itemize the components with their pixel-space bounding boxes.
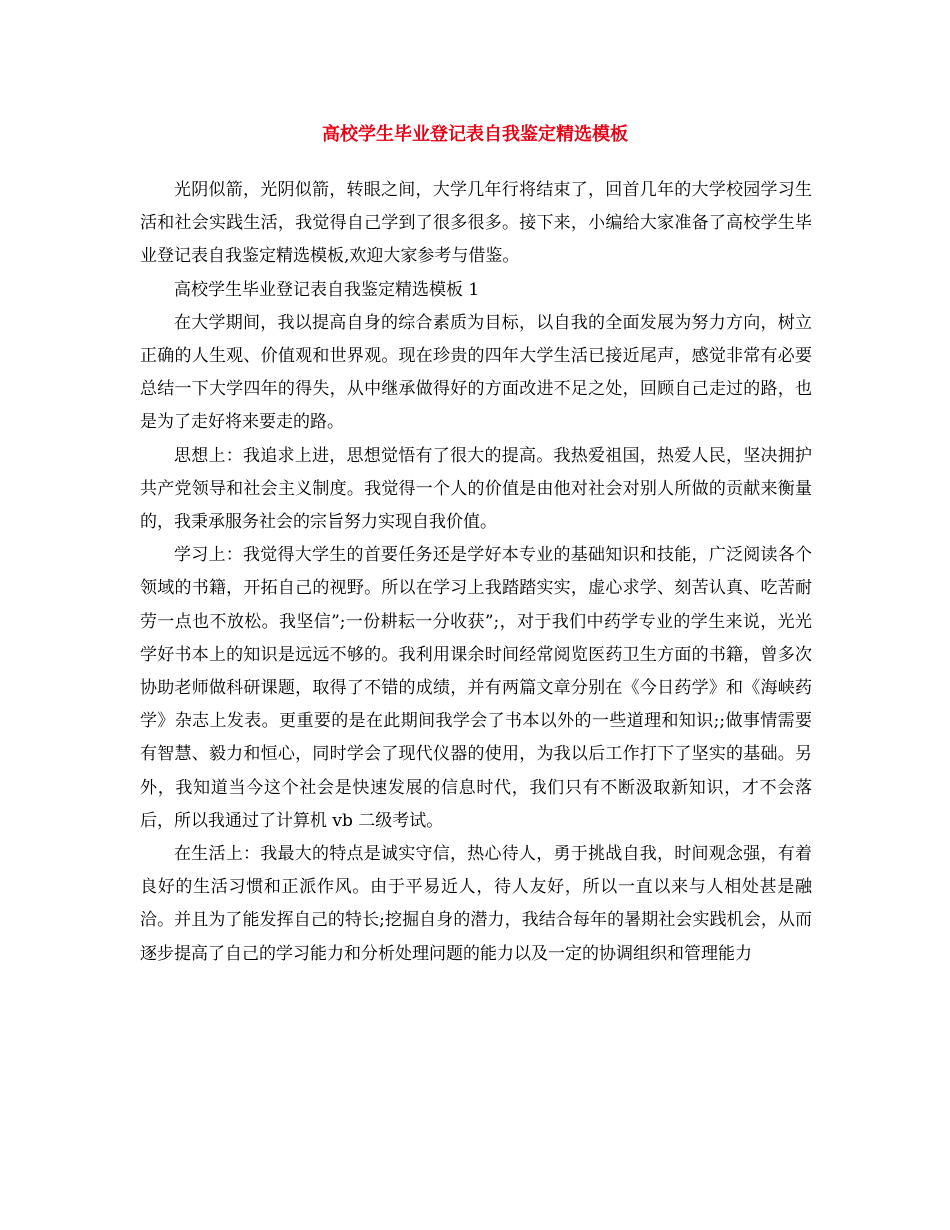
intro-paragraph: 光阴似箭，光阴似箭，转眼之间，大学几年行将结束了，回首几年的大学校园学习生活和社会实践生活，我觉得自己学到了很多很多。接下来，小编给大家准备了高校学生毕业登记表自我鉴定精选模板,欢迎大家参考与借鉴。 xyxy=(140,180,812,267)
paragraph-university: 在大学期间，我以提高自身的综合素质为目标，以自我的全面发展为努力方向，树立正确的人生观、价值观和世界观。现在珍贵的四年大学生活已接近尾声，感觉非常有必要总结一下大学四年的得失，从中继承做得好的方面改进不足之处，回顾自己走过的路，也是为了走好将来要走的路。 xyxy=(140,312,812,433)
paragraph-life: 在生活上：我最大的特点是诚实守信，热心待人，勇于挑战自我，时间观念强，有着良好的生活习惯和正派作风。由于平易近人，待人友好，所以一直以来与人相处甚是融洽。并且为了能发挥自己的特长;挖掘自身的潜力，我结合每年的暑期社会实践机会，从而逐步提高了自己的学习能力和分析处理问题的能力以及一定的协调组织和管理能力 xyxy=(140,844,812,964)
page-title: 高校学生毕业登记表自我鉴定精选模板 xyxy=(322,124,628,145)
section-subtitle: 高校学生毕业登记表自我鉴定精选模板 1 xyxy=(174,279,480,300)
paragraph-study: 学习上：我觉得大学生的首要任务还是学好本专业的基础知识和技能，广泛阅读各个领域的书籍，开拓自己的视野。所以在学习上我踏踏实实，虚心求学、刻苦认真、吃苦耐劳一点也不放松。我坚信”;一份耕耘一分收获”;，对于我们中药学专业的学生来说，光光学好书本上的知识是远远不够的。我利用课余时间经常阅览医药卫生方面的书籍，曾多次协助老师做科研课题，取得了不错的成绩，并有两篇文章分别在《今日药学》和《海峡药学》杂志上发表。更重要的是在此期间我学会了书本以外的一些道理和知识;;做事情需要有智慧、毅力和恒心，同时学会了现代仪器的使用，为我以后工作打下了坚实的基础。另外，我知道当今这个社会是快速发展的信息时代，我们只有不断汲取新知识，才不会落后，所以我通过了计算机 vb 二级考试。 xyxy=(140,545,812,831)
document-body xyxy=(140,174,812,971)
paragraph-thought: 思想上：我追求上进，思想觉悟有了很大的提高。我热爱祖国，热爱人民，坚决拥护共产党领导和社会主义制度。我觉得一个人的价值是由他对社会对别人所做的贡献来衡量的，我秉承服务社会的宗旨努力实现自我价值。 xyxy=(140,445,812,533)
